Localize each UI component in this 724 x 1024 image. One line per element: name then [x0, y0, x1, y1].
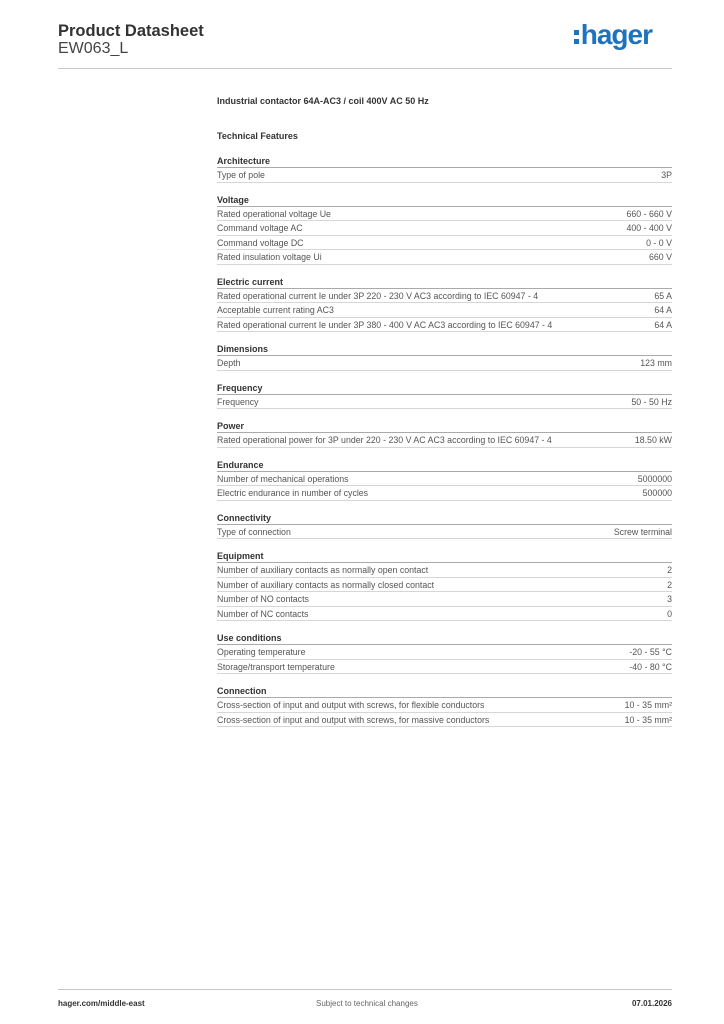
section-title: Voltage [217, 194, 672, 207]
spec-label: Frequency [217, 396, 259, 407]
spec-label: Rated insulation voltage Ui [217, 252, 322, 262]
spec-label: Cross-section of input and output with screws, for massive conductors [217, 714, 490, 725]
section-frequency [217, 382, 672, 410]
spec-value: 3 [667, 594, 672, 604]
spec-label: Acceptable current rating AC3 [217, 305, 334, 315]
spec-label: Type of connection [217, 526, 291, 537]
spec-row [217, 645, 672, 660]
section-title: Architecture [217, 155, 672, 168]
spec-row [217, 578, 672, 593]
section-use-conditions [217, 632, 672, 674]
spec-row [217, 236, 672, 251]
spec-value: 2 [667, 579, 672, 590]
technical-features-heading: Technical Features [217, 131, 298, 141]
spec-value: 50 - 50 Hz [631, 396, 672, 407]
spec-row [217, 713, 672, 728]
section-title: Frequency [217, 382, 672, 395]
spec-label: Number of NO contacts [217, 594, 309, 604]
spec-value: 400 - 400 V [626, 223, 672, 233]
spec-value: Screw terminal [613, 526, 672, 537]
section-title: Dimensions [217, 343, 672, 356]
spec-value: 65 A [654, 290, 672, 301]
spec-label: Rated operational voltage Ue [217, 208, 331, 219]
page-header [58, 20, 672, 69]
spec-label: Operating temperature [217, 647, 306, 657]
spec-row [217, 660, 672, 675]
spec-value: 10 - 35 mm² [624, 714, 672, 725]
spec-row [217, 525, 672, 540]
spec-label: Depth [217, 358, 241, 368]
spec-value: 3P [661, 170, 672, 180]
spec-value: 2 [667, 565, 672, 575]
footer-date: 07.01.2026 [631, 999, 672, 1008]
section-title: Equipment [217, 550, 672, 563]
spec-label: Number of auxiliary contacts as normally closed contact [217, 579, 435, 590]
spec-value: -40 - 80 °C [629, 661, 672, 672]
spec-label: Command voltage AC [217, 223, 303, 233]
feature-sections [217, 155, 672, 727]
section-title: Use conditions [217, 632, 672, 645]
spec-value: 18.50 kW [634, 435, 672, 445]
section-title: Power [217, 420, 672, 433]
section-equipment [217, 550, 672, 621]
section-endurance [217, 459, 672, 501]
product-subtitle: Industrial contactor 64A-AC3 / coil 400V AC 50 Hz [217, 96, 429, 106]
footer-notice: Subject to technical changes [316, 999, 418, 1008]
spec-label: Rated operational current Ie under 3P 380 - 400 V AC AC3 according to IEC 60947 - 4 [217, 319, 553, 330]
spec-row [217, 395, 672, 410]
spec-value: 5000000 [637, 473, 672, 484]
spec-value: 123 mm [640, 358, 672, 368]
spec-row [217, 250, 672, 265]
spec-value: 660 V [649, 252, 672, 262]
spec-label: Rated operational current Ie under 3P 220 - 230 V AC3 according to IEC 60947 - 4 [217, 290, 539, 301]
spec-label: Type of pole [217, 170, 265, 180]
spec-row [217, 592, 672, 607]
spec-row [217, 433, 672, 448]
spec-value: 10 - 35 mm² [624, 700, 672, 710]
section-title: Electric current [217, 276, 672, 289]
spec-label: Electric endurance in number of cycles [217, 488, 369, 498]
section-connectivity [217, 512, 672, 540]
spec-value: 500000 [642, 488, 672, 498]
hager-logo [574, 20, 652, 50]
footer-website: hager.com/middle-east [58, 999, 145, 1008]
spec-row [217, 563, 672, 578]
spec-label: Number of NC contacts [217, 608, 309, 619]
spec-value: 0 - 0 V [646, 237, 672, 248]
section-architecture [217, 155, 672, 183]
spec-label: Rated operational power for 3P under 220 - 230 V AC AC3 according to IEC 60947 - 4 [217, 435, 552, 445]
spec-row [217, 168, 672, 183]
section-dimensions [217, 343, 672, 371]
section-power [217, 420, 672, 448]
product-code: EW063_L [58, 40, 129, 57]
section-electric-current [217, 276, 672, 333]
spec-row [217, 356, 672, 371]
spec-label: Command voltage DC [217, 237, 304, 248]
section-voltage [217, 194, 672, 265]
spec-label: Number of auxiliary contacts as normally open contact [217, 565, 429, 575]
spec-value: 660 - 660 V [626, 208, 672, 219]
section-title: Connectivity [217, 512, 672, 525]
logo-text: hager [580, 19, 652, 50]
spec-label: Number of mechanical operations [217, 473, 349, 484]
spec-value: 64 A [654, 319, 672, 330]
spec-row [217, 472, 672, 487]
spec-label: Cross-section of input and output with screws, for flexible conductors [217, 700, 485, 710]
spec-row [217, 303, 672, 318]
spec-row [217, 698, 672, 713]
spec-label: Storage/transport temperature [217, 661, 335, 672]
spec-row [217, 607, 672, 622]
datasheet-content [217, 94, 672, 727]
section-title: Connection [217, 685, 672, 698]
section-connection [217, 685, 672, 727]
logo-dots-icon [574, 30, 579, 44]
page-footer [58, 989, 672, 1014]
spec-row [217, 486, 672, 501]
spec-value: 64 A [654, 305, 672, 315]
spec-value: 0 [667, 608, 672, 619]
section-title: Endurance [217, 459, 672, 472]
spec-row [217, 221, 672, 236]
spec-row [217, 207, 672, 222]
spec-value: -20 - 55 °C [629, 647, 672, 657]
spec-row [217, 318, 672, 333]
spec-row [217, 289, 672, 304]
document-title: Product Datasheet [58, 22, 204, 40]
